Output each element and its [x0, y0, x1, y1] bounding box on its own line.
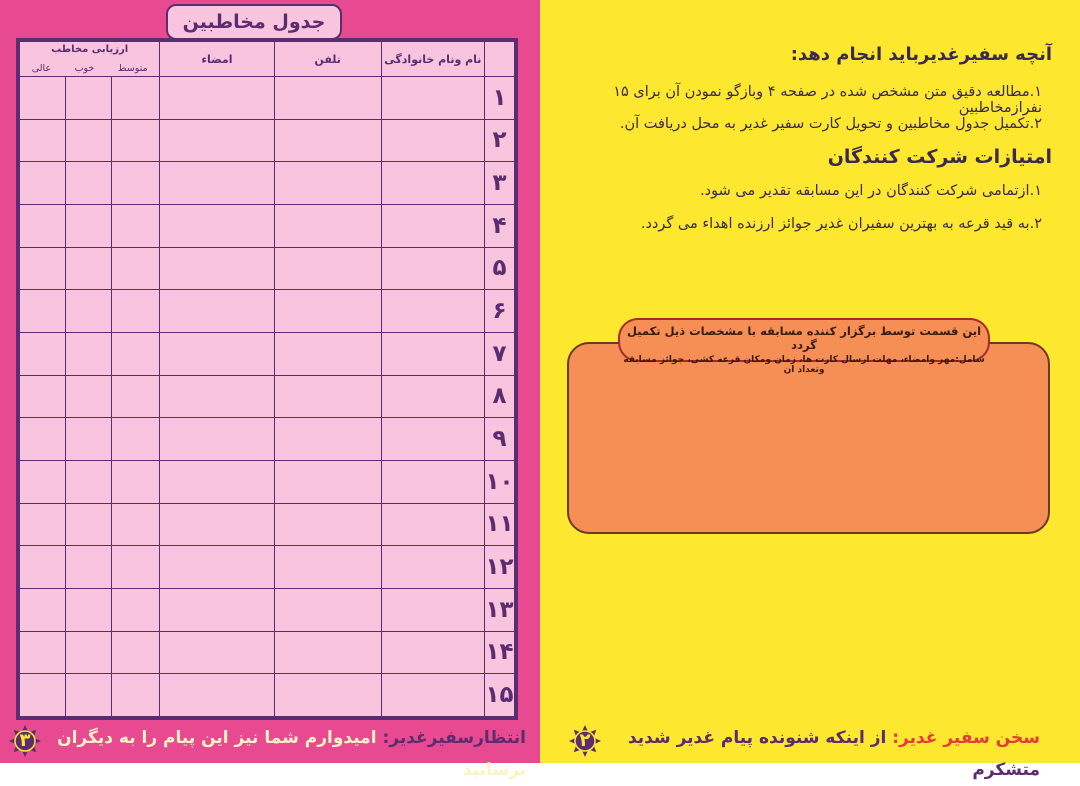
name-cell[interactable] [381, 460, 484, 503]
name-cell[interactable] [381, 503, 484, 546]
page-number: ۳ [19, 730, 31, 751]
table-row [20, 546, 515, 589]
eval-average-cell[interactable] [112, 247, 160, 290]
name-cell[interactable] [381, 204, 484, 247]
eval-excellent-cell[interactable] [20, 247, 66, 290]
eval-average-cell[interactable] [112, 290, 160, 333]
eval-good-cell[interactable] [66, 332, 112, 375]
phone-cell[interactable] [274, 162, 381, 205]
signature-cell[interactable] [160, 290, 274, 333]
contacts-table [19, 41, 515, 717]
footer-left-label: انتظارسفیرغدیر: [382, 728, 526, 748]
eval-average-cell[interactable] [112, 77, 160, 120]
row-number: ۱۴ [484, 631, 514, 674]
table-row [20, 460, 515, 503]
header-phone: تلفن [274, 42, 381, 77]
eval-average-cell[interactable] [112, 503, 160, 546]
eval-average-cell[interactable] [112, 332, 160, 375]
phone-cell[interactable] [274, 503, 381, 546]
table-header-row [20, 42, 515, 77]
row-number: ۱ [484, 77, 514, 120]
name-cell[interactable] [381, 77, 484, 120]
header-name: نام ونام خانوادگی [381, 42, 484, 77]
signature-cell[interactable] [160, 631, 274, 674]
table-row [20, 674, 515, 717]
table-title: جدول مخاطبین [166, 4, 342, 40]
eval-average-cell[interactable] [112, 546, 160, 589]
eval-average-cell[interactable] [112, 204, 160, 247]
footer-left-text: امیدوارم شما نیز این پیام را به دیگران برسانید [57, 728, 526, 780]
name-cell[interactable] [381, 546, 484, 589]
footer-right-label: سخن سفیر غدیر: [892, 728, 1040, 748]
eval-excellent-cell[interactable] [20, 162, 66, 205]
eval-excellent-cell[interactable] [20, 77, 66, 120]
table-row [20, 119, 515, 162]
tasks-heading: آنچه سفیرغدیرباید انجام دهد: [790, 44, 1052, 65]
table-row [20, 332, 515, 375]
eval-good-cell[interactable] [66, 375, 112, 418]
table-row [20, 204, 515, 247]
signature-cell[interactable] [160, 162, 274, 205]
phone-cell[interactable] [274, 546, 381, 589]
eval-option-average: متوسط [117, 63, 148, 74]
footer-right [612, 722, 1040, 780]
organizer-tag [618, 318, 990, 375]
eval-excellent-cell[interactable] [20, 503, 66, 546]
eval-good-cell[interactable] [66, 290, 112, 333]
eval-average-cell[interactable] [112, 631, 160, 674]
organizer-tag-line2: شامل:مهر وامضاء، مهلت ارسال کارت ها، زمان ومکان قرعه کشی، جوائز مسابقه وتعداد ان [623, 355, 985, 375]
eval-good-cell[interactable] [66, 119, 112, 162]
row-number: ۱۳ [484, 588, 514, 631]
table-row [20, 247, 515, 290]
table-row [20, 588, 515, 631]
benefit-item-2: ۲.به قید قرعه به بهترین سفیران غدیر جوائز ارزنده اهداء می گردد. [640, 216, 1042, 232]
phone-cell[interactable] [274, 332, 381, 375]
phone-cell[interactable] [274, 418, 381, 461]
name-cell[interactable] [381, 162, 484, 205]
phone-cell[interactable] [274, 77, 381, 120]
phone-cell[interactable] [274, 119, 381, 162]
eval-good-cell[interactable] [66, 546, 112, 589]
eval-average-cell[interactable] [112, 375, 160, 418]
evaluation-title: ارزیابی مخاطب [51, 44, 129, 55]
header-signature: امضاء [160, 42, 274, 77]
eval-option-good: خوب [74, 63, 95, 74]
header-evaluation [20, 42, 160, 77]
page-number-badge-left [8, 724, 42, 758]
signature-cell[interactable] [160, 332, 274, 375]
row-number: ۲ [484, 119, 514, 162]
eval-good-cell[interactable] [66, 77, 112, 120]
signature-cell[interactable] [160, 546, 274, 589]
row-number: ۴ [484, 204, 514, 247]
signature-cell[interactable] [160, 460, 274, 503]
eval-excellent-cell[interactable] [20, 674, 66, 717]
table-row [20, 162, 515, 205]
eval-average-cell[interactable] [112, 674, 160, 717]
phone-cell[interactable] [274, 588, 381, 631]
task-item-1: ۱.مطالعه دقیق متن مشخص شده در صفحه ۴ وبازگو نمودن آن برای ۱۵ نفرازمخاطبین [613, 84, 1042, 116]
eval-option-excellent: عالی [31, 63, 52, 74]
table-row [20, 77, 515, 120]
signature-cell[interactable] [160, 588, 274, 631]
name-cell[interactable] [381, 674, 484, 717]
eval-average-cell[interactable] [112, 418, 160, 461]
signature-cell[interactable] [160, 418, 274, 461]
eval-good-cell[interactable] [66, 162, 112, 205]
name-cell[interactable] [381, 332, 484, 375]
eval-good-cell[interactable] [66, 204, 112, 247]
signature-cell[interactable] [160, 204, 274, 247]
phone-cell[interactable] [274, 247, 381, 290]
table-row [20, 503, 515, 546]
name-cell[interactable] [381, 290, 484, 333]
eval-good-cell[interactable] [66, 418, 112, 461]
name-cell[interactable] [381, 588, 484, 631]
signature-cell[interactable] [160, 247, 274, 290]
benefits-heading: امتیازات شرکت کنندگان [827, 146, 1052, 168]
name-cell[interactable] [381, 119, 484, 162]
phone-cell[interactable] [274, 460, 381, 503]
eval-good-cell[interactable] [66, 503, 112, 546]
eval-excellent-cell[interactable] [20, 290, 66, 333]
row-number: ۳ [484, 162, 514, 205]
row-number: ۹ [484, 418, 514, 461]
task-item-2: ۲.تکمیل جدول مخاطبین و تحویل کارت سفیر غدیر به محل دریافت آن. [619, 116, 1042, 132]
signature-cell[interactable] [160, 503, 274, 546]
row-number: ۱۵ [484, 674, 514, 717]
row-number: ۸ [484, 375, 514, 418]
eval-excellent-cell[interactable] [20, 119, 66, 162]
eval-good-cell[interactable] [66, 247, 112, 290]
eval-average-cell[interactable] [112, 162, 160, 205]
row-number: ۱۱ [484, 503, 514, 546]
name-cell[interactable] [381, 631, 484, 674]
benefit-item-1: ۱.ازتمامی شرکت کنندگان در این مسابقه تقدیر می شود. [700, 183, 1042, 199]
phone-cell[interactable] [274, 674, 381, 717]
eval-average-cell[interactable] [112, 588, 160, 631]
row-number: ۶ [484, 290, 514, 333]
page-number: ۲ [579, 730, 591, 751]
eval-good-cell[interactable] [66, 674, 112, 717]
eval-good-cell[interactable] [66, 631, 112, 674]
signature-cell[interactable] [160, 119, 274, 162]
row-number: ۱۲ [484, 546, 514, 589]
page-number-badge-right [568, 724, 602, 758]
eval-average-cell[interactable] [112, 460, 160, 503]
name-cell[interactable] [381, 375, 484, 418]
eval-excellent-cell[interactable] [20, 546, 66, 589]
footer-left [48, 722, 526, 780]
signature-cell[interactable] [160, 674, 274, 717]
organizer-tag-line1: این قسمت توسط برگزار کننده مسابقه با مشخصات ذیل تکمیل گردد [626, 324, 982, 352]
row-number: ۵ [484, 247, 514, 290]
eval-good-cell[interactable] [66, 460, 112, 503]
eval-excellent-cell[interactable] [20, 460, 66, 503]
eval-excellent-cell[interactable] [20, 375, 66, 418]
eval-excellent-cell[interactable] [20, 332, 66, 375]
eval-average-cell[interactable] [112, 119, 160, 162]
table-row [20, 418, 515, 461]
eval-excellent-cell[interactable] [20, 588, 66, 631]
phone-cell[interactable] [274, 204, 381, 247]
row-number: ۷ [484, 332, 514, 375]
row-number: ۱۰ [484, 460, 514, 503]
signature-cell[interactable] [160, 375, 274, 418]
name-cell[interactable] [381, 418, 484, 461]
eval-excellent-cell[interactable] [20, 631, 66, 674]
eval-excellent-cell[interactable] [20, 204, 66, 247]
phone-cell[interactable] [274, 375, 381, 418]
table-row [20, 375, 515, 418]
phone-cell[interactable] [274, 631, 381, 674]
eval-excellent-cell[interactable] [20, 418, 66, 461]
footer-right-text: از اینکه شنونده پیام غدیر شدید متشکرم [627, 728, 1040, 780]
phone-cell[interactable] [274, 290, 381, 333]
signature-cell[interactable] [160, 77, 274, 120]
table-row [20, 631, 515, 674]
eval-good-cell[interactable] [66, 588, 112, 631]
header-row-number [484, 42, 514, 77]
name-cell[interactable] [381, 247, 484, 290]
contacts-table-container [16, 38, 518, 720]
table-row [20, 290, 515, 333]
